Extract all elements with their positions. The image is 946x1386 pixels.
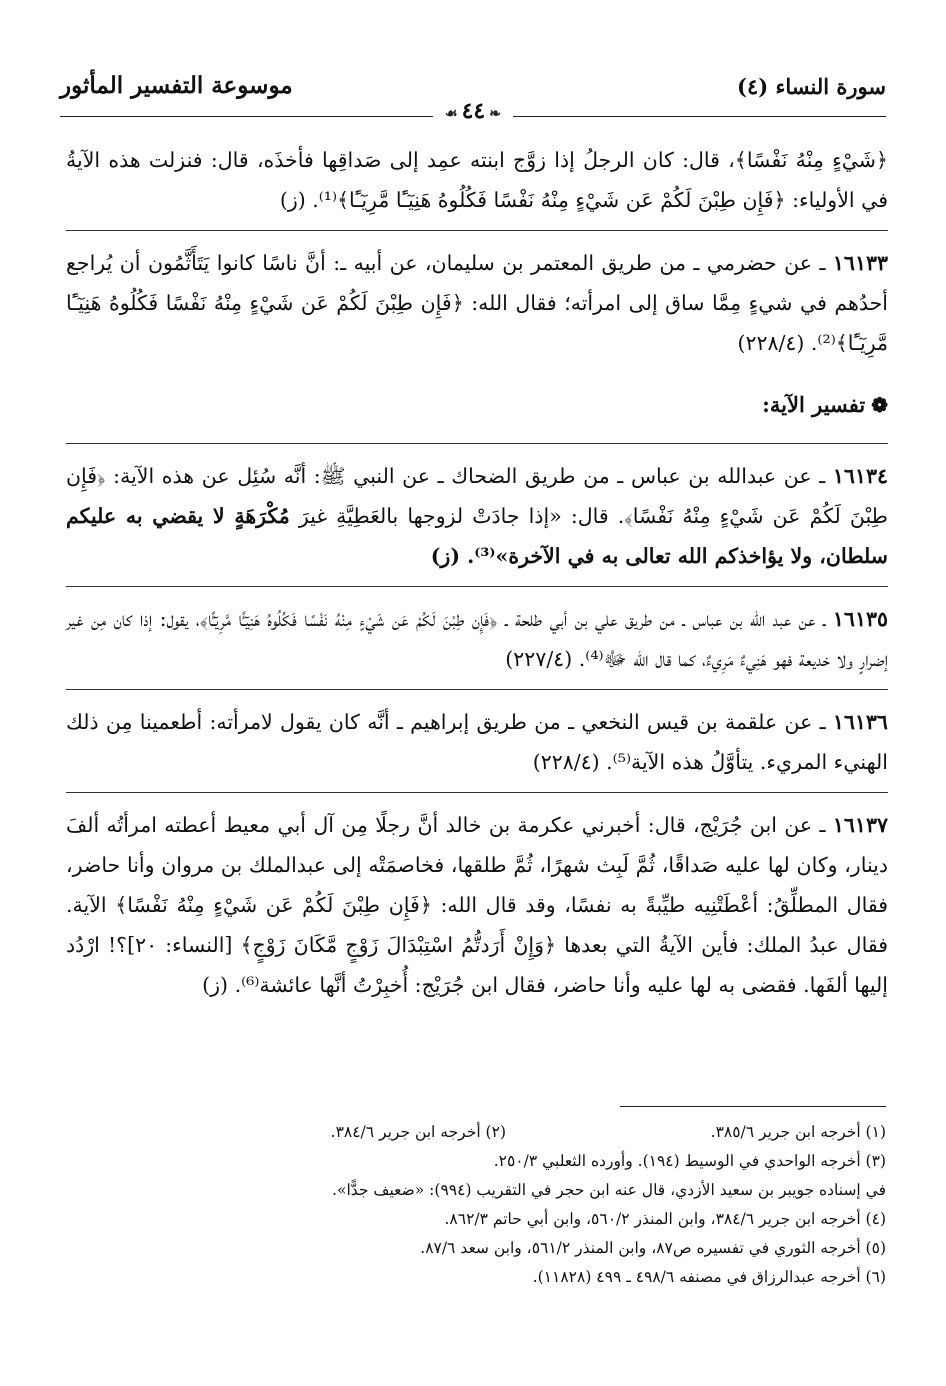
footnote-1: (١) أخرجه ابن جرير ٣٨٥/٦.	[710, 1123, 886, 1141]
footnote-4: (٤) أخرجه ابن جرير ٣٨٤/٦، وابن المنذر ٥٦٠/٢، وابن أبي حاتم ٨٦٢/٣.	[444, 1210, 886, 1228]
entry-separator	[66, 586, 888, 587]
footnote-3-note: في إسناده جويبر بن سعيد الأزدي، قال عنه ابن حجر في التقريب (٩٩٤): «ضعيف جدًّا».	[332, 1181, 886, 1199]
footnote-5: (٥) أخرجه الثوري في تفسيره ص٨٧، وابن المنذر ٥٦١/٢، وابن سعد ٨٧/٦.	[420, 1239, 886, 1257]
text-line: نفسًا، وقد قال الله: ﴿فَإِن طِبْنَ لَكُمْ عَن شَيْءٍ مِنْهُ نَفْسًا﴾ الآية. فقال عبدُ الملك:	[66, 893, 888, 957]
main-text	[66, 140, 888, 1005]
text-line: فخاصمَتْه إلى عبدالملك بن مروان وأنا حاضر، فقال المطلِّقُ: أعْطَتْنِيه طيِّبةً به	[66, 853, 888, 917]
ornament-icon: ☙	[445, 106, 458, 122]
text-line: مُكْرَهَةٍ لا يقضي به عليكم سلطان، ولا يؤاخذكم الله تعالى به في الآخرة»⁽³⁾. (ز)	[66, 504, 888, 568]
section-heading	[66, 385, 888, 425]
page-number: ٤٤	[461, 98, 486, 124]
text-line: شَيْءٍ مِنْهُ نَفْسًا فَكُلُوهُ هَنِيٓـًٔا مَّرِيٓـًٔا﴾، يقول: إذا كان مِن غير إضرارٍ ولا خديعة فهو هَنِيءٌ	[66, 607, 888, 671]
flower-icon: ❁	[871, 393, 888, 417]
footnote-row	[150, 1118, 886, 1147]
entry-separator	[66, 792, 888, 793]
text-line: هذه الآية: ﴿فَإِن طِبْنَ لَكُمْ عَن شَيْءٍ مِنْهُ نَفْسًا﴾. قال: «إذا جادَتْ لزوجها بالعَطِيَّةِ غيرَ	[66, 464, 888, 528]
entry-16137	[66, 805, 888, 1005]
text-line: إليها ألفَها. فقضى به لها عليه وأنا حاضر، فقال ابن جُرَيْج: أُخبِرْتُ أنَّها	[319, 973, 888, 997]
footnote-6: (٦) أخرجه عبدالرزاق في مصنفه ٤٩٨/٦ ـ ٤٩٩ (١١٨٢٨).	[532, 1268, 886, 1286]
footnote-rule	[620, 1106, 886, 1107]
entry-16135	[66, 599, 888, 679]
section-heading-text: تفسير الآية:	[762, 392, 866, 417]
entry-16136	[66, 702, 888, 782]
text-line: فنزلت هذه الآيةُ في الأولياء: ﴿فَإِن طِبْنَ لَكُمْ عَن شَيْءٍ مِنْهُ نَفْسًا فَكُلُوهُ هَنِيٓـًٔا مَّرِيٓـًٔا﴾⁽¹⁾. (ز)	[66, 148, 888, 212]
text-line: ـ عن عبدالله بن عباس ـ من طريق الضحاك ـ عن النبي ﷺ: أنَّه سُئِل عن	[201, 464, 826, 488]
footnote-3: (٣) أخرجه الواحدي في الوسيط (١٩٤). وأورده الثعلبي ٢٥٠/٣.	[493, 1152, 886, 1170]
paragraph-continuation	[66, 140, 888, 220]
text-line: معيط أعطته امرأتُه ألفَ دينار، وكان لها عليه صَداقًا، ثُمَّ لَبِث شهرًا، ثُمَّ طلقها،	[66, 813, 888, 877]
text-line: ـ عن عبد الله بن عباس ـ من طريق علي بن أبي طلحة ـ ﴿فَإِن طِبْنَ لَكُمْ عَن	[391, 607, 826, 631]
page-number-block	[433, 98, 513, 124]
entry-number: ١٦١٣٤	[832, 464, 888, 488]
text-line: عائشة⁽⁶⁾. (ز)	[202, 973, 313, 997]
entry-16133	[66, 243, 888, 363]
entry-number: ١٦١٣٥	[832, 607, 888, 631]
text-line: يَتَأَثَّمُون أن يُراجع أحدُهم في شيءٍ مِمَّا ساق إلى امرأته؛ فقال الله: ﴿فَإِن طِبْنَ لَكُمْ	[66, 251, 888, 315]
book-title: موسوعة التفسير المأثور	[60, 72, 293, 99]
text-line: أطعمينا مِن ذلك الهنيء المريء. يتأوَّلُ هذه الآية⁽⁵⁾. (٢٢٨/٤)	[66, 710, 888, 774]
text-line: فأين الآيةُ التي بعدها ﴿وَإِنْ أَرَدتُّمُ اسْتِبْدَالَ زَوْجٍ مَّكَانَ زَوْجٍ﴾ [النساء: ٢٠]؟! ارْدُد	[66, 933, 739, 957]
text-line: ﴿شَيْءٍ مِنْهُ نَفْسًا﴾، قال: كان الرجلُ إذا زوَّج ابنته عمِد إلى صَداقِها فأخذَه، قال:	[210, 148, 888, 172]
text-line: مَرِيءٌ، كما قال الله ﷻ⁽⁴⁾. (٢٢٧/٤)	[505, 647, 734, 671]
entry-number: ١٦١٣٧	[832, 813, 888, 837]
page-header	[60, 60, 886, 124]
footnote-2: (٢) أخرجه ابن جرير ٣٨٤/٦.	[330, 1123, 506, 1141]
entry-separator	[66, 689, 888, 690]
text-line: ـ عن علقمة بن قيس النخعي ـ من طريق إبراهيم ـ أنَّه كان يقول لامرأته:	[209, 710, 826, 734]
text-line: عَن شَيْءٍ مِنْهُ نَفْسًا فَكُلُوهُ هَنِيٓـًٔا مَّرِيٓـًٔا﴾⁽²⁾. (٢٢٨/٤)	[66, 291, 888, 355]
surah-title: سورة النساء (٤)	[737, 74, 886, 99]
entry-16134	[66, 456, 888, 576]
entry-number: ١٦١٣٦	[832, 710, 888, 734]
text-line: ـ عن ابن جُرَيْج، قال: أخبرني عكرمة بن خالد أنَّ رجلًا مِن آل أبي	[277, 813, 826, 837]
entry-separator	[66, 443, 888, 444]
text-line: ـ عن حضرمي ـ من طريق المعتمر بن سليمان، عن أبيه ـ: أنَّ ناسًا كانوا	[216, 251, 826, 275]
entry-separator	[66, 230, 888, 231]
ornament-icon: ❧	[489, 106, 501, 122]
entry-number: ١٦١٣٣	[832, 251, 888, 275]
footnotes	[150, 1118, 886, 1292]
